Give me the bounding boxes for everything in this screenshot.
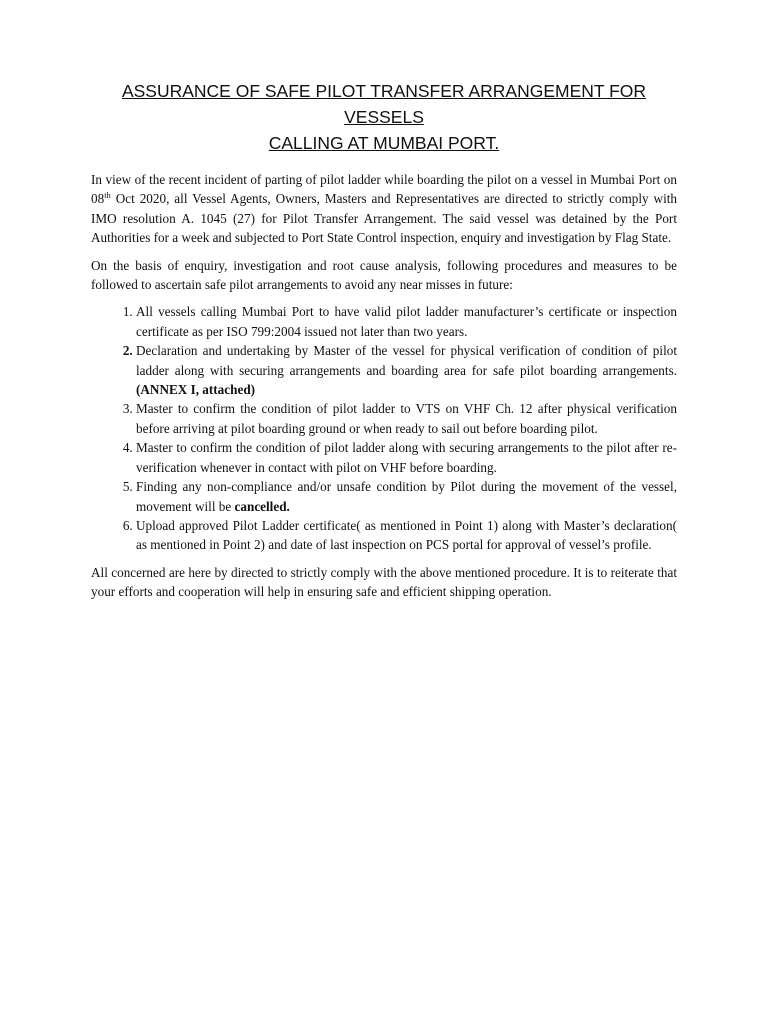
procedure-item-text: Upload approved Pilot Ladder certificate( as mentioned in Point 1) along with Master’s declaration( as mentioned in Point 2) and date of last inspection on PCS portal for approval of vessel’s profile. <box>136 517 677 553</box>
procedure-item-text: Master to confirm the condition of pilot ladder along with securing arrangements to the pilot after re-verification whenever in contact with pilot on VHF before boarding. <box>136 440 677 475</box>
annex-reference: (ANNEX I, attached) <box>136 382 256 398</box>
procedure-item-4 <box>136 438 677 477</box>
procedure-item-2 <box>136 341 677 399</box>
procedure-item-1 <box>136 302 677 341</box>
document-title <box>80 78 688 156</box>
procedure-list <box>91 302 677 554</box>
title-line-2: CALLING AT MUMBAI PORT. <box>268 133 500 153</box>
intro-paragraph <box>91 170 677 248</box>
title-line-1: ASSURANCE OF SAFE PILOT TRANSFER ARRANGEMENT FOR VESSELS <box>121 81 647 127</box>
intro-superscript: th <box>104 190 111 201</box>
procedure-item-text: All vessels calling Mumbai Port to have valid pilot ladder manufacturer’s certificate or inspection certificate as per ISO 799:2004 issued not later than two years. <box>136 304 677 339</box>
procedure-item-3 <box>136 399 677 438</box>
intro-text-part1: In view of the recent incident of parting of pilot ladder while boarding the pilot on a vessel in Mumbai Port on 08 <box>91 172 677 207</box>
cancelled-emphasis: cancelled. <box>234 498 290 514</box>
basis-paragraph: On the basis of enquiry, investigation and root cause analysis, following procedures and measures to be followed to ascertain safe pilot arrangements to avoid any near misses in future: <box>91 257 677 293</box>
intro-text-part2: Oct 2020, all Vessel Agents, Owners, Masters and Representatives are directed to strictly comply with IMO resolution A. 1045 (27) for Pilot Transfer Arrangement. The said vessel was detained by the Port Authorities for a week and subjected to Port State Control inspection, enquiry and investigation by Flag State. <box>91 191 677 246</box>
document-body <box>91 170 677 610</box>
procedure-item-6 <box>136 516 677 555</box>
procedure-item-5 <box>136 477 677 516</box>
procedure-item-text: Master to confirm the condition of pilot ladder to VTS on VHF Ch. 12 after physical verification before arriving at pilot boarding ground or when ready to sail out before boarding pilot. <box>136 401 677 436</box>
closing-paragraph: All concerned are here by directed to strictly comply with the above mentioned procedure. It is to reiterate that your efforts and cooperation will help in ensuring safe and efficient shipping operation. <box>91 564 677 600</box>
procedure-item-text: Declaration and undertaking by Master of the vessel for physical verification of condition of pilot ladder along with securing arrangements and boarding area for safe pilot boarding arrangements. <box>136 343 677 378</box>
procedure-item-text: Finding any non-compliance and/or unsafe condition by Pilot during the movement of the vessel, movement will be <box>136 479 677 514</box>
